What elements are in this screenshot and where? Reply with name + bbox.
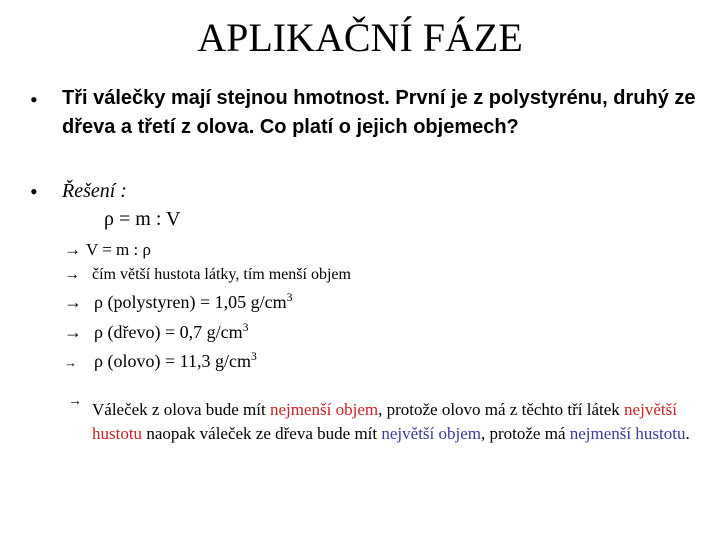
highlight-smallest-density: nejmenší hustotu	[569, 424, 686, 443]
exponent: 3	[286, 291, 293, 304]
arrow-icon: →	[64, 266, 80, 283]
formula-row	[64, 240, 151, 260]
density-value: ρ (polystyren) = 1,05 g/cm	[94, 292, 287, 312]
density-row	[64, 351, 257, 372]
exponent: 3	[250, 350, 257, 363]
highlight-smallest-volume: nejmenší objem	[269, 400, 379, 419]
bullet-icon: •	[30, 87, 38, 112]
conclusion-part: Váleček z olova bude mít	[92, 400, 270, 419]
arrow-icon: →	[64, 355, 77, 370]
density-value: ρ (dřevo) = 0,7 g/cm	[94, 322, 243, 342]
arrow-icon: →	[64, 292, 82, 312]
highlight-largest-density: největší hustotu	[92, 400, 677, 443]
rule-row	[64, 266, 351, 284]
density-row	[64, 322, 248, 343]
arrow-icon: →	[64, 322, 82, 342]
density-row	[64, 292, 292, 313]
slide-title: APLIKAČNÍ FÁZE	[197, 15, 523, 60]
volume-formula: V = m : ρ	[86, 240, 151, 259]
rule-text: čím větší hustota látky, tím menší objem	[92, 266, 351, 283]
conclusion-part: naopak váleček ze dřeva bude mít	[142, 424, 382, 443]
question-text: Tři válečky mají stejnou hmotnost. První je z polystyrénu, druhý ze dřeva a třetí z olova. Co platí o jejich objemech?	[62, 87, 696, 138]
bullet-icon: •	[30, 179, 38, 204]
exponent: 3	[242, 321, 249, 334]
conclusion-text	[92, 398, 692, 446]
density-value: ρ (olovo) = 11,3 g/cm	[94, 351, 251, 371]
arrow-icon: →	[64, 240, 81, 259]
conclusion-part: , protože má	[481, 424, 570, 443]
solution-label: Řešení :	[62, 180, 127, 202]
conclusion-part: , protože olovo má z těchto tří látek	[378, 400, 625, 419]
highlight-largest-volume: největší objem	[381, 424, 481, 443]
arrow-icon: →	[68, 394, 82, 409]
conclusion-part: .	[685, 424, 690, 443]
density-formula: ρ = m : V	[104, 208, 181, 230]
